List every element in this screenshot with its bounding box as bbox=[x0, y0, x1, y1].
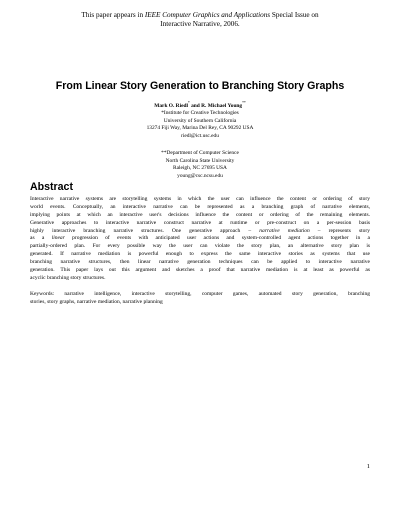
abstract-text: – represents story bbox=[309, 227, 370, 234]
affiliation-1-email: riedl@ict.usc.edu bbox=[181, 132, 219, 139]
abstract-line: Generative approaches to interactive narrative construct narrative at runtime or pre-construct on a per-session basis bbox=[30, 219, 370, 226]
abstract-line: world events. Conceptually, an interactive narrative can be represented as a branching graph of narrative elements, bbox=[30, 203, 370, 210]
notice-post: Special Issue on bbox=[270, 11, 319, 19]
notice-venue: IEEE Computer Graphics and Applications bbox=[144, 11, 271, 19]
abstract-body bbox=[30, 196, 370, 283]
abstract-line: Interactive narrative systems are storytelling systems in which the user can influence the content or ordering of story bbox=[30, 196, 370, 202]
author-joiner: and R. Michael Young bbox=[189, 102, 243, 109]
abstract-emphasis: linear bbox=[51, 235, 65, 242]
affiliation-2-address: Raleigh, NC 27695 USA bbox=[173, 165, 227, 172]
affiliation-1-univ: University of Southern California bbox=[163, 117, 237, 124]
abstract-line bbox=[30, 228, 370, 236]
abstract-text: progression of events with anticipated user actions and system-controlled agent actions together in a bbox=[64, 235, 370, 242]
abstract-line: acyclic branching story structures. bbox=[30, 274, 106, 281]
keywords-line: Keywords: narrative intelligence, interactive storytelling, computer games, automated story generation, branching bbox=[30, 291, 370, 297]
abstract-line: branching narrative structures, then linear narrative generation techniques can be applied to interactive narrative bbox=[30, 259, 370, 266]
abstract-line: generated. If narrative mediation is powerful enough to express the same interactive stories as systems that use bbox=[30, 251, 370, 258]
publication-notice-line1 bbox=[0, 11, 400, 20]
abstract-line bbox=[30, 235, 370, 243]
keywords-line: stories, story graphs, narrative mediation, narrative planning bbox=[30, 298, 163, 305]
publication-notice-line2: Interactive Narrative, 2006. bbox=[160, 20, 240, 28]
page-number: 1 bbox=[366, 463, 370, 470]
affiliation-2 bbox=[0, 150, 400, 180]
paper-title: From Linear Story Generation to Branching Story Graphs bbox=[55, 80, 345, 92]
abstract-emphasis: narrative mediation bbox=[259, 227, 310, 234]
author-2-mark: ** bbox=[242, 101, 246, 105]
abstract-heading: Abstract bbox=[30, 181, 73, 193]
abstract-line: generation. This paper lays out this argument and sketches a proof that narrative mediation is at least as powerful as bbox=[30, 267, 370, 274]
abstract-text: highly interactive branching narrative structures. One generative approach – bbox=[30, 227, 260, 234]
author-line bbox=[0, 100, 400, 110]
affiliation-2-dept: **Department of Computer Science bbox=[161, 150, 239, 156]
author-1: Mark O. Riedl bbox=[154, 102, 188, 109]
abstract-text: as a bbox=[30, 235, 52, 242]
affiliation-1-address: 13274 Fiji Way, Marina Del Rey, CA 90292 USA bbox=[146, 125, 254, 132]
abstract-line: implying points at which an interactive user's decisions influence the content or ordering of the remaining elements. bbox=[30, 211, 370, 218]
affiliation-2-univ: North Carolina State University bbox=[165, 157, 235, 164]
keywords bbox=[30, 291, 370, 307]
publication-notice bbox=[0, 11, 400, 29]
author-1-mark: * bbox=[187, 101, 190, 105]
affiliation-2-email: young@csc.ncsu.edu bbox=[177, 172, 223, 179]
abstract-line: partially-ordered plan. For every possible way the user can violate the story plan, an alternative story plan is bbox=[30, 243, 370, 250]
notice-pre: This paper appears in bbox=[81, 11, 145, 19]
affiliation-1-org: *Institute for Creative Technologies bbox=[161, 110, 239, 116]
affiliation-1 bbox=[0, 110, 400, 140]
